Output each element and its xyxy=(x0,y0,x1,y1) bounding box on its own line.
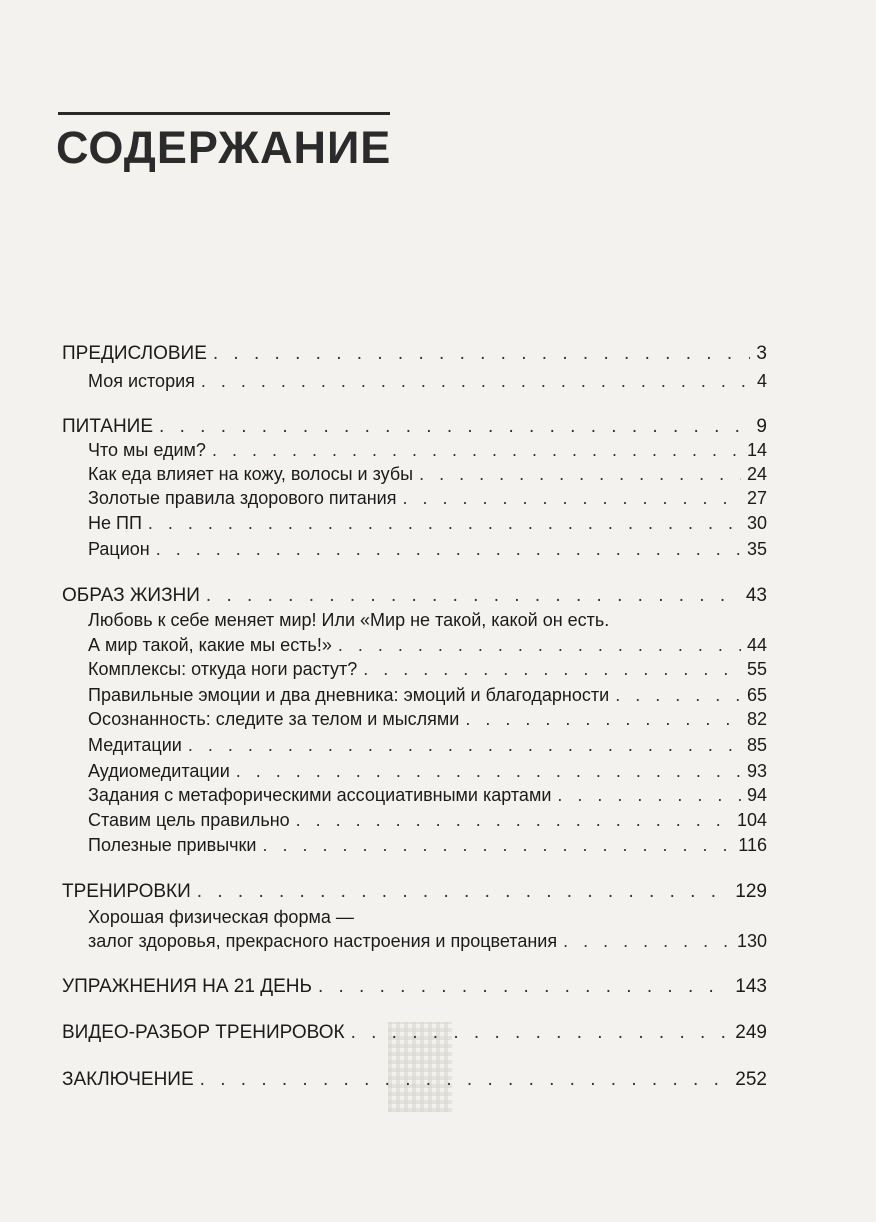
toc-page-number: 93 xyxy=(746,761,767,781)
toc-entry-text: Рацион xyxy=(88,539,150,559)
toc-item[interactable] xyxy=(88,437,767,463)
toc-page-number: 129 xyxy=(735,881,767,902)
toc-entry-text: Задания с метафорическими ассоциативными картами xyxy=(88,785,552,805)
toc-page-number: 104 xyxy=(736,810,767,830)
toc-entry-text: Аудиомедитации xyxy=(88,761,230,781)
toc-item[interactable] xyxy=(88,536,767,562)
toc-page-number: 35 xyxy=(746,539,767,559)
toc-page-number: 30 xyxy=(746,513,767,533)
toc-entry-text: ТРЕНИРОВКИ xyxy=(62,881,191,902)
toc-item[interactable] xyxy=(88,832,767,858)
toc-item[interactable] xyxy=(88,461,767,487)
toc-item[interactable] xyxy=(88,632,767,658)
toc-entry-text: Золотые правила здорового питания xyxy=(88,488,397,508)
toc-entry-text: ПИТАНИЕ xyxy=(62,416,154,437)
toc-leader-dots xyxy=(188,732,741,758)
toc-entry-text: Моя история xyxy=(88,371,195,391)
toc-leader-dots xyxy=(465,706,741,732)
toc-entry-text: Полезные привычки xyxy=(88,835,257,855)
toc-item[interactable] xyxy=(88,732,767,758)
toc-entry-text: Не ПП xyxy=(88,513,142,533)
toc-entry-text: Медитации xyxy=(88,735,182,755)
toc-page-number: 252 xyxy=(735,1069,767,1090)
toc-leader-dots xyxy=(201,368,751,394)
toc-leader-dots xyxy=(200,1067,730,1093)
toc-page-number: 65 xyxy=(746,685,767,705)
toc-page-number: 27 xyxy=(746,488,767,508)
toc-entry-text: ПРЕДИСЛОВИЕ xyxy=(62,343,207,364)
toc-item-line[interactable]: Любовь к себе меняет мир! Или «Мир не такой, какой он есть. xyxy=(88,610,610,630)
toc-page-number: 9 xyxy=(756,416,767,437)
toc-entry-text: ОБРАЗ ЖИЗНИ xyxy=(62,585,200,606)
toc-leader-dots xyxy=(262,832,732,858)
toc-section-conclusion[interactable] xyxy=(62,1067,767,1093)
page-title: СОДЕРЖАНИЕ xyxy=(56,122,392,173)
toc-leader-dots xyxy=(402,485,741,511)
toc-item[interactable] xyxy=(88,807,767,833)
toc-page-number: 14 xyxy=(746,440,767,460)
toc-leader-dots xyxy=(197,879,730,905)
toc-entry-text: Что мы едим? xyxy=(88,440,206,460)
toc-entry-text: ЗАКЛЮЧЕНИЕ xyxy=(62,1069,194,1090)
toc-page-number: 143 xyxy=(735,976,767,997)
toc-leader-dots xyxy=(236,758,741,784)
toc-entry-text: УПРАЖНЕНИЯ НА 21 ДЕНЬ xyxy=(62,976,312,997)
toc-leader-dots xyxy=(148,510,741,536)
toc-section-trainings[interactable] xyxy=(62,879,767,905)
toc-entry-text: Ставим цель правильно xyxy=(88,810,290,830)
toc-item[interactable] xyxy=(88,928,767,954)
toc-page-number: 116 xyxy=(738,835,767,855)
toc-leader-dots xyxy=(557,782,741,808)
toc-section-preface[interactable] xyxy=(62,341,767,367)
toc-leader-dots xyxy=(296,807,731,833)
toc-item[interactable] xyxy=(88,706,767,732)
toc-entry-text: Осознанность: следите за телом и мыслями xyxy=(88,709,460,729)
toc-leader-dots xyxy=(206,583,740,609)
toc-item-line[interactable]: Хорошая физическая форма — xyxy=(88,907,354,927)
toc-section-exercises[interactable] xyxy=(62,974,767,1000)
toc-entry-text: Правильные эмоции и два дневника: эмоций и благодарности xyxy=(88,685,610,705)
toc-page-number: 24 xyxy=(746,464,767,484)
toc-page-number: 3 xyxy=(756,343,767,364)
toc-entry-text: Комплексы: откуда ноги растут? xyxy=(88,659,358,679)
toc-item[interactable] xyxy=(88,368,767,394)
toc-entry-text: ВИДЕО-РАЗБОР ТРЕНИРОВОК xyxy=(62,1022,345,1043)
toc-page-number: 4 xyxy=(756,371,767,391)
toc-page-number: 249 xyxy=(735,1022,767,1043)
toc-page-number: 55 xyxy=(746,659,767,679)
toc-leader-dots xyxy=(318,974,729,1000)
toc-leader-dots xyxy=(156,536,741,562)
toc-item[interactable] xyxy=(88,758,767,784)
toc-leader-dots xyxy=(351,1020,730,1046)
toc-leader-dots xyxy=(213,341,751,367)
toc-leader-dots xyxy=(363,656,741,682)
toc-page-number: 94 xyxy=(746,785,767,805)
toc-leader-dots xyxy=(615,682,741,708)
toc-page-number: 43 xyxy=(745,585,767,606)
toc-page-number: 130 xyxy=(736,931,767,951)
toc-entry-text: Как еда влияет на кожу, волосы и зубы xyxy=(88,464,414,484)
toc-leader-dots xyxy=(212,437,741,463)
toc-leader-dots xyxy=(563,928,731,954)
toc-page-number: 82 xyxy=(746,709,767,729)
toc-item[interactable] xyxy=(88,485,767,511)
toc-section-lifestyle[interactable] xyxy=(62,583,767,609)
toc-page-number: 85 xyxy=(746,735,767,755)
toc-entry-text: залог здоровья, прекрасного настроения и процветания xyxy=(88,931,558,951)
toc-leader-dots xyxy=(419,461,741,487)
toc-leader-dots xyxy=(338,632,741,658)
toc-item[interactable] xyxy=(88,656,767,682)
toc-item[interactable] xyxy=(88,510,767,536)
toc-page-number: 44 xyxy=(746,635,767,655)
title-rule xyxy=(58,112,390,115)
toc-item[interactable] xyxy=(88,782,767,808)
toc-section-video[interactable] xyxy=(62,1020,767,1046)
toc-entry-text: А мир такой, какие мы есть!» xyxy=(88,635,332,655)
toc-item[interactable] xyxy=(88,682,767,708)
